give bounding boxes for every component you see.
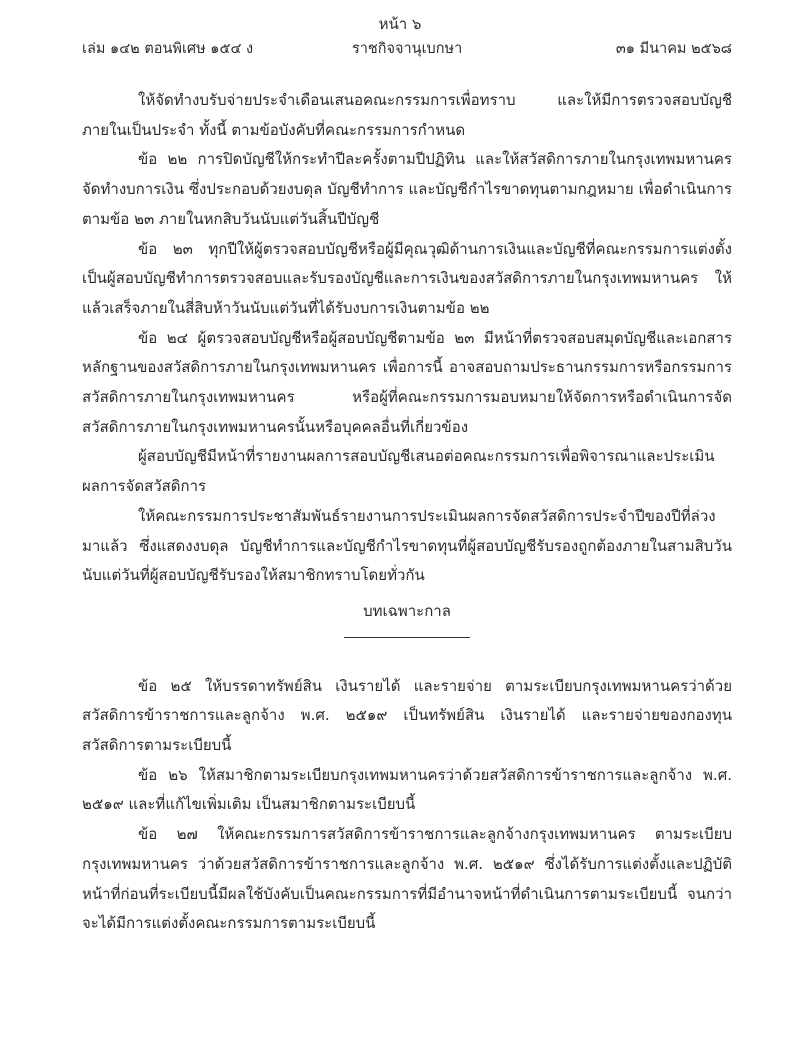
running-header <box>82 38 732 60</box>
issue-label: เล่ม ๑๔๒ ตอนพิเศษ ๑๕๔ ง <box>82 41 254 57</box>
paragraph-monthly-statement: ให้จัดทำงบรับจ่ายประจำเดือนเสนอคณะกรรมการเพื่อทราบ และให้มีการตรวจสอบบัญชีภายในเป็นประจำ ทั้งนี้ ตามข้อบังคับที่คณะกรรมการกำหนด <box>82 91 732 139</box>
publication-date: ๓๑ มีนาคม ๒๕๖๘ <box>615 41 732 57</box>
paragraph-pr-committee: ให้คณะกรรมการประชาสัมพันธ์รายงานการประเมินผลการจัดสวัสดิการประจำปีของปีที่ล่วงมาแล้ว ซึ่งแสดงงบดุล บัญชีทำการและบัญชีกำไรขาดทุนที่ผู้สอบบัญชีรับรองถูกต้องภายในสามสิบวันนับแต่วันที่ผู้สอบบัญชีรับรองให้สมาชิกทราบโดยทั่วกัน <box>82 506 732 585</box>
gazette-title: ราชกิจจานุเบกษา <box>352 41 463 57</box>
document-body <box>82 86 732 939</box>
paragraph-clause-27: ข้อ ๒๗ ให้คณะกรรมการสวัสดิการข้าราชการและลูกจ้างกรุงเทพมหานคร ตามระเบียบกรุงเทพมหานคร ว่าด้วยสวัสดิการข้าราชการและลูกจ้าง พ.ศ. ๒๕๑๙ ซึ่งได้รับการแต่งตั้งและปฏิบัติหน้าที่ก่อนที่ระเบียบนี้มีผลใช้บังคับเป็นคณะกรรมการที่มีอำนาจหน้าที่ดำเนินการตามระเบียบนี้ จนกว่าจะได้มีการแต่งตั้งคณะกรรมการตามระเบียบนี้ <box>82 825 732 933</box>
paragraph-auditor-duty: ผู้สอบบัญชีมีหน้าที่รายงานผลการสอบบัญชีเสนอต่อคณะกรรมการเพื่อพิจารณาและประเมินผลการจัดสวัสดิการ <box>82 447 715 496</box>
page-number: หน้า ๖ <box>378 15 422 33</box>
section-divider <box>344 637 470 638</box>
section-heading-transitional: บทเฉพาะกาล <box>363 601 451 620</box>
paragraph-clause-25: ข้อ ๒๕ ให้บรรดาทรัพย์สิน เงินรายได้ และรายจ่าย ตามระเบียบกรุงเทพมหานครว่าด้วยสวัสดิการข้าราชการและลูกจ้าง พ.ศ. ๒๕๑๙ เป็นทรัพย์สิน เงินรายได้ และรายจ่ายของกองทุนสวัสดิการตามระเบียบนี้ <box>82 676 732 755</box>
paragraph-clause-23: ข้อ ๒๓ ทุกปีให้ผู้ตรวจสอบบัญชีหรือผู้มีคุณวุฒิด้านการเงินและบัญชีที่คณะกรรมการแต่งตั้งเป็นผู้สอบบัญชีทำการตรวจสอบและรับรองบัญชีและการเงินของสวัสดิการภายในกรุงเทพมหานคร ให้แล้วเสร็จภายในสี่สิบห้าวันนับแต่วันที่ได้รับงบการเงินตามข้อ ๒๒ <box>82 239 732 317</box>
paragraph-clause-24: ข้อ ๒๔ ผู้ตรวจสอบบัญชีหรือผู้สอบบัญชีตามข้อ ๒๓ มีหน้าที่ตรวจสอบสมุดบัญชีและเอกสารหลักฐานของสวัสดิการภายในกรุงเทพมหานคร เพื่อการนี้ อาจสอบถามประธานกรรมการหรือกรรมการสวัสดิการภายในกรุงเทพมหานคร หรือผู้ที่คณะกรรมการมอบหมายให้จัดการหรือดำเนินการจัดสวัสดิการภายในกรุงเทพมหานครนั้นหรือบุคคลอื่นที่เกี่ยวข้อง <box>82 328 732 436</box>
paragraph-clause-26: ข้อ ๒๖ ให้สมาชิกตามระเบียบกรุงเทพมหานครว่าด้วยสวัสดิการข้าราชการและลูกจ้าง พ.ศ. ๒๕๑๙ และที่แก้ไขเพิ่มเติม เป็นสมาชิกตามระเบียบนี้ <box>82 765 732 814</box>
paragraph-clause-22: ข้อ ๒๒ การปิดบัญชีให้กระทำปีละครั้งตามปีปฏิทิน และให้สวัสดิการภายในกรุงเทพมหานครจัดทำงบการเงิน ซึ่งประกอบด้วยงบดุล บัญชีทำการ และบัญชีกำไรขาดทุนตามกฎหมาย เพื่อดำเนินการตามข้อ ๒๓ ภายในหกสิบวันนับแต่วันสิ้นปีบัญชี <box>82 150 732 228</box>
